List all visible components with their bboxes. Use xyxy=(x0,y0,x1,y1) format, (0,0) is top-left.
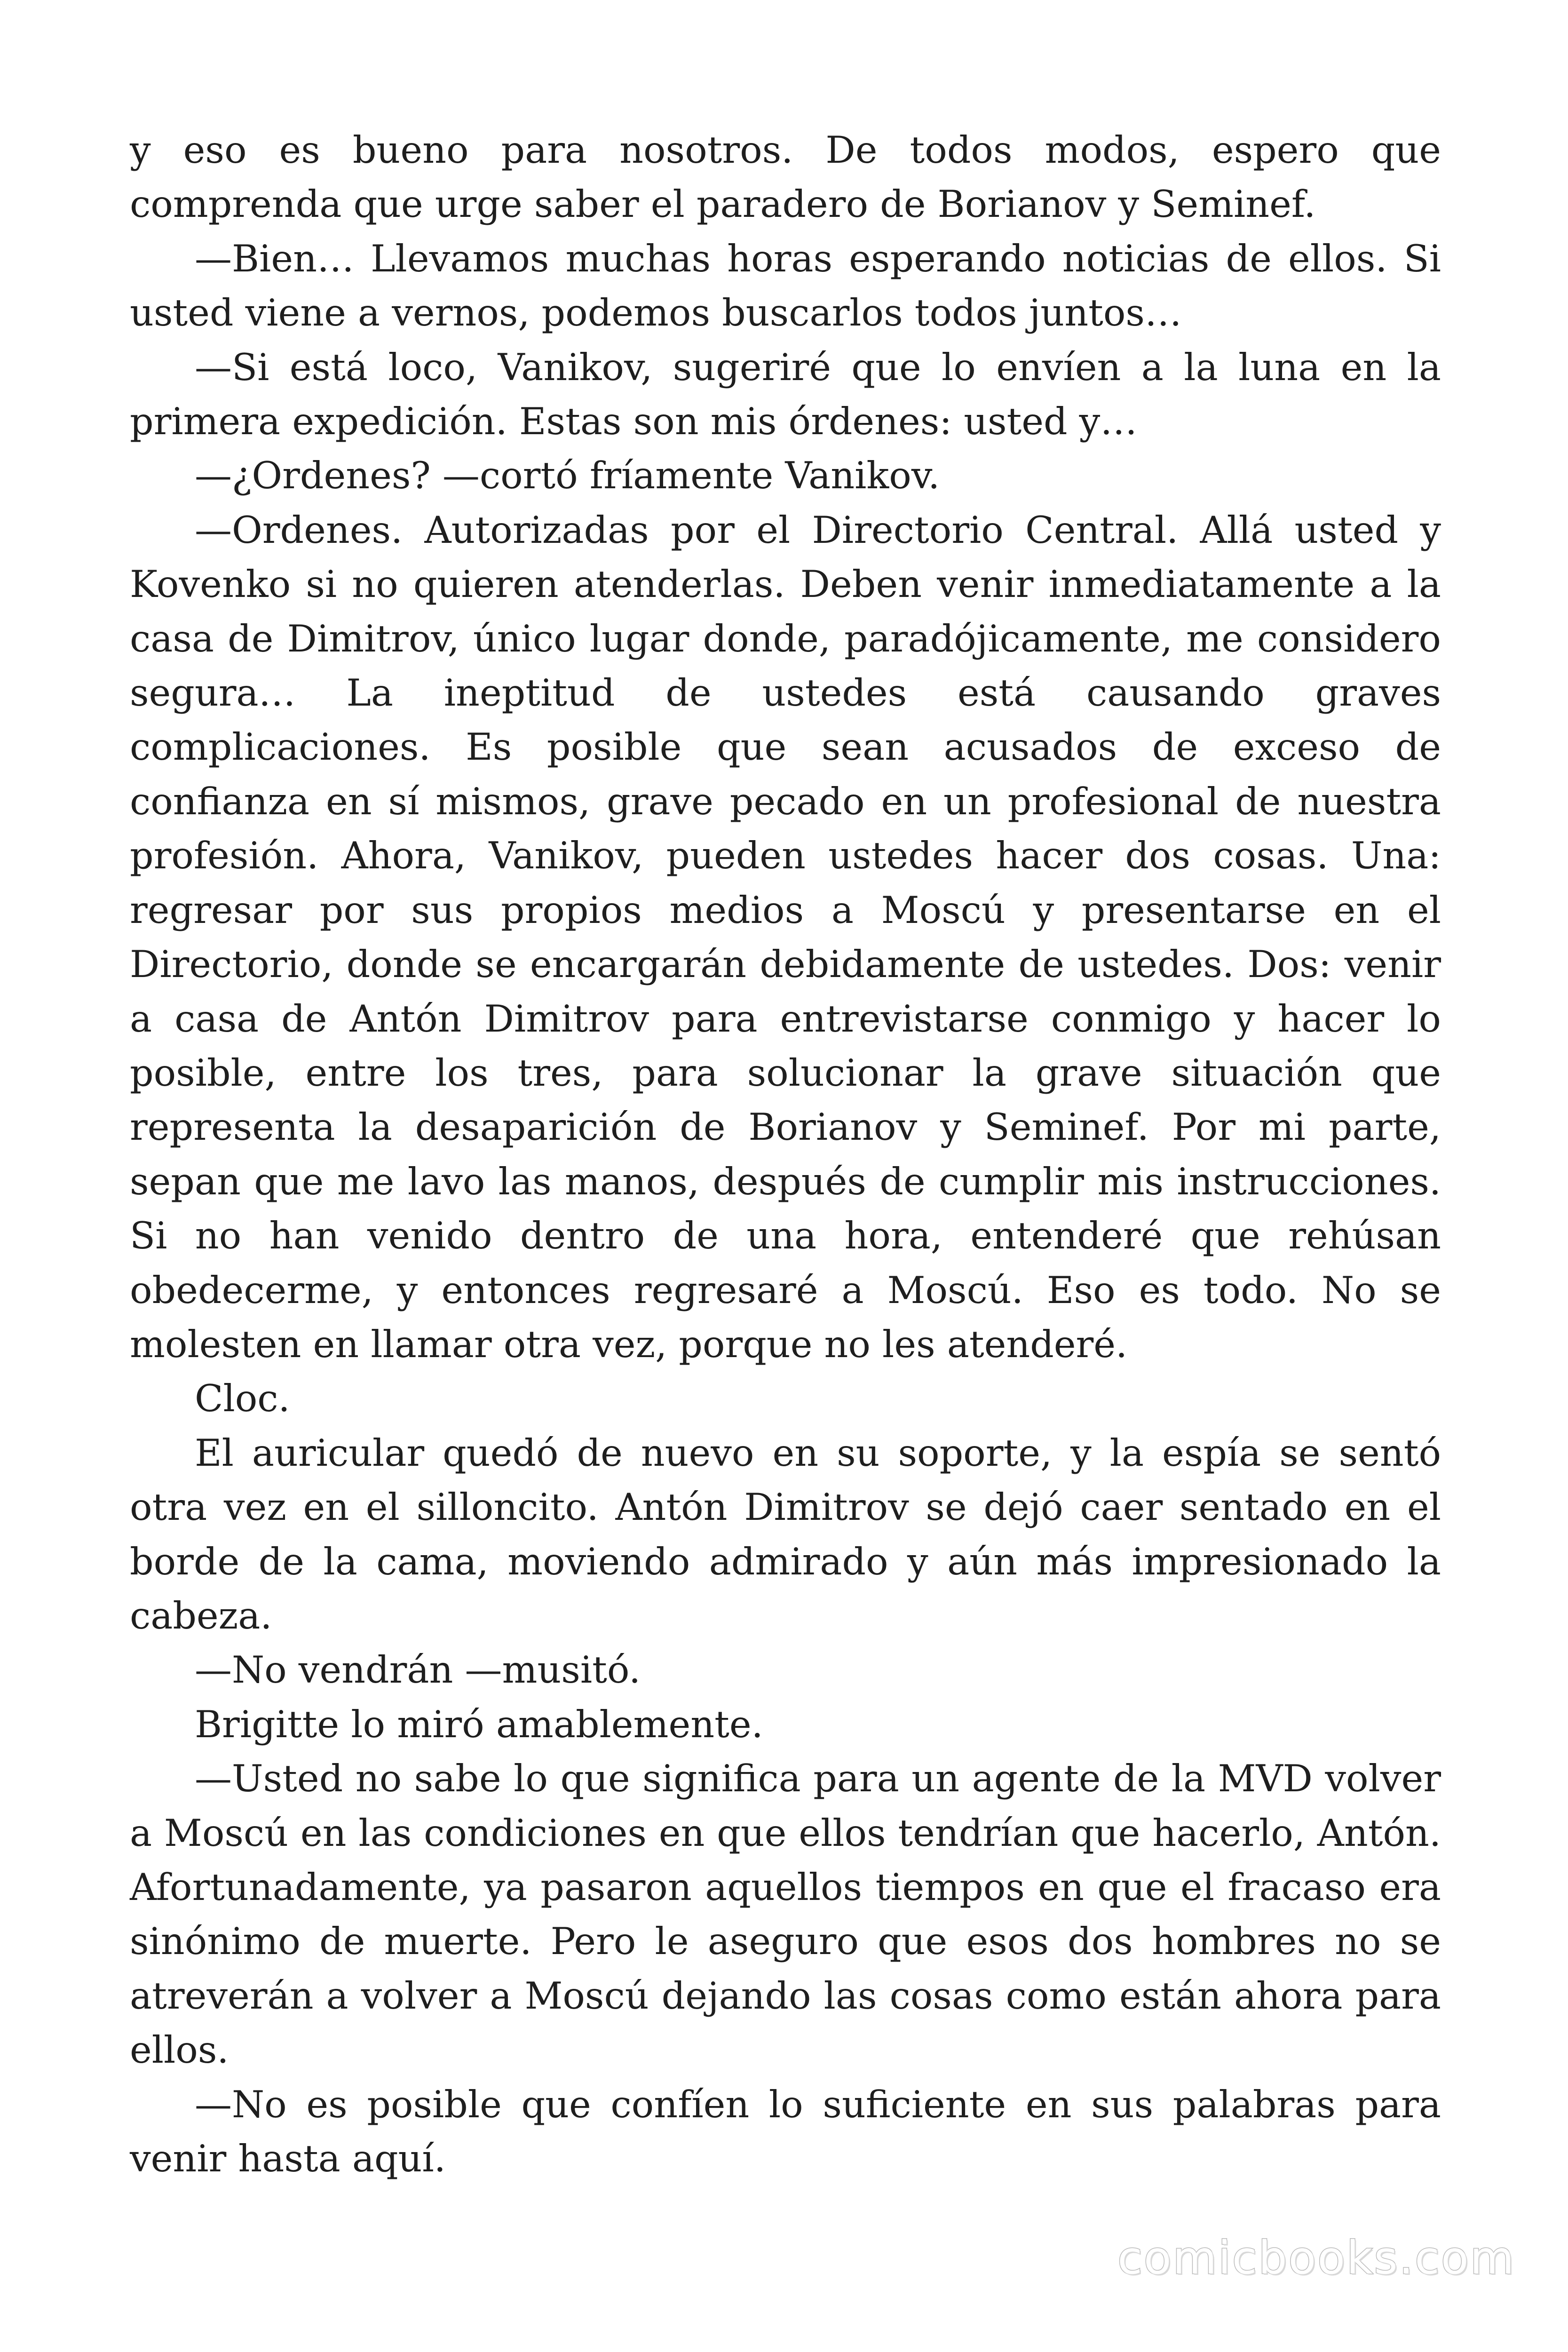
paragraph: —No es posible que confíen lo suficiente en sus palabras para venir hasta aquí. xyxy=(130,2082,1441,2181)
paragraph: —Usted no sabe lo que significa para un agente de la MVD volver a Moscú en las condiciones en que ellos tendrían que hacerlo, Antón. Afortunadamente, ya pasaron aquellos tiempos en que el fracaso era sinónimo de muerte. Pero le aseguro que esos dos hombres no se atreverán a volver a Moscú dejando las cosas como están ahora para ellos. xyxy=(130,1757,1441,2072)
paragraph: Cloc. xyxy=(195,1377,290,1421)
paragraph: —Ordenes. Autorizadas por el Directorio Central. Allá usted y Kovenko si no quieren atenderlas. Deben venir inmediatamente a la casa de Dimitrov, único lugar donde, paradójicamente, me considero segura… La ineptitud de ustedes está causando graves complicaciones. Es posible que sean acusados de exceso de confianza en sí mismos, grave pecado en un profesional de nuestra profesión. Ahora, Vanikov, pueden ustedes hacer dos cosas. Una: regresar por sus propios medios a Moscú y presentarse en el Directorio, donde se encargarán debidamente de ustedes. Dos: venir a casa de Antón Dimitrov para entrevistarse conmigo y hacer lo posible, entre los tres, para solucionar la grave situación que representa la desaparición de Borianov y Seminef. Por mi parte, sepan que me lavo las manos, después de cumplir mis instrucciones. Si no han venido dentro de una hora, entenderé que rehúsan obedecerme, y entonces regresaré a Moscú. Eso es todo. No se molesten en llamar otra vez, porque no les atenderé. xyxy=(130,508,1441,1366)
body-text xyxy=(130,123,1441,2186)
paragraph: —No vendrán —musitó. xyxy=(195,1648,641,1692)
paragraph: —¿Ordenes? —cortó fríamente Vanikov. xyxy=(195,454,940,498)
paragraph: Brigitte lo miró amablemente. xyxy=(195,1702,763,1746)
paragraph: —Si está loco, Vanikov, sugeriré que lo envíen a la luna en la primera expedición. Estas son mis órdenes: usted y… xyxy=(130,345,1441,444)
watermark: comicbooks.com xyxy=(1117,2232,1515,2284)
paragraph: —Bien… Llevamos muchas horas esperando noticias de ellos. Si usted viene a vernos, podemos buscarlos todos juntos… xyxy=(130,237,1441,335)
paragraph: El auricular quedó de nuevo en su soporte, y la espía se sentó otra vez en el silloncito. Antón Dimitrov se dejó caer sentado en el borde de la cama, moviendo admirado y aún más impresionado la cabeza. xyxy=(130,1431,1441,1637)
paragraph: y eso es bueno para nosotros. De todos modos, espero que comprenda que urge saber el paradero de Borianov y Seminef. xyxy=(130,128,1441,226)
